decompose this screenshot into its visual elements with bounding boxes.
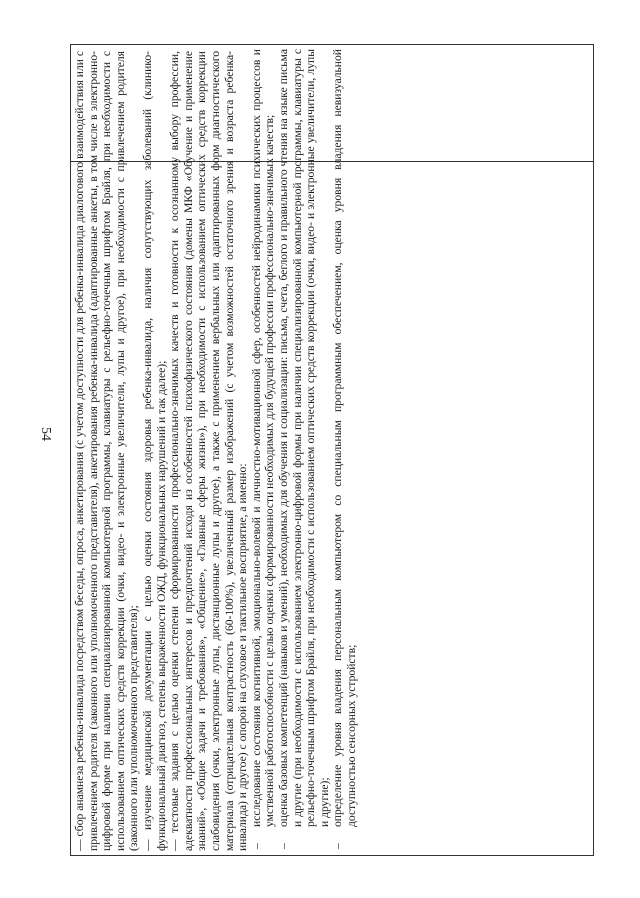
- paragraph-anamnesis: — сбор анамнеза ребенка-инвалида посредством беседы, опроса, анкетирования (с учетом доступности для ребенка-инвалида диалогового взаимодействия или с привлечением родителя (законного или уполномоченного представителя), анкетирования ребенка-инвалида (адаптированные анкеты, в том числе в электронно-цифровой форме при наличии специализированной компьютерной программы, клавиатуры с рельефно-точечным шрифтом Брайля, при необходимости с использованием оптических средств коррекции (очки, видео- и электронные увеличители, лупы и другое), при необходимости с привлечением родителя (законного или уполномоченного представителя);: [73, 51, 141, 851]
- list-item: [277, 49, 331, 853]
- list-item-text: оценка базовых компетенций (навыков и умений), необходимых для обучения и социализации: письма, счета, беглого и правильного чтения на языке письма и другие (при необходимости с использованием электронно-цифровой формы при наличии специализированной компьютерной программы, клавиатуры с рельефно-точечным шрифтом Брайля, при необходимости с использованием оптических средств коррекции (очки, видео- и электронные увеличители, лупы и другие);: [276, 49, 331, 827]
- list-item-text: исследование состояния когнитивной, эмоционально-волевой и личностно-мотивационной сфер, особенностей нейродинамики психических процессов и умственной работоспособности с целью оценки сформированности необходимых для будущей профессии профессионально-значимых качеств;: [249, 49, 277, 827]
- list-item: [250, 49, 277, 853]
- page-number: 54: [38, 427, 53, 441]
- list-item-text: определение уровня владения персональным компьютером со специальным программным обеспечением, оценка уровня владения невизуальной доступностью сенсорных устройств;: [331, 49, 358, 827]
- list-dash: –: [331, 843, 345, 849]
- paragraph-medical-documentation: — изучение медицинской документации с целью оценки состояния здоровья ребенка-инвалида, наличия сопутствующих заболеваний (клинико-функциональный диагноз, степень выраженности ОЖД, функциональных нарушений и так далее);: [140, 51, 168, 851]
- list-item: [331, 49, 358, 853]
- paragraph-test-tasks: — тестовые задания с целью оценки степени сформированности профессионально-значимых качеств и готовности к осознанному выбору профессии, адекватности профессиональных интересов и предпочтений исходя из особенностей психофизического состояния (домены МКФ «Обучение и применение знаний», «Общие задачи и требования», «Общение», «Главные сферы жизни»), при необходимости с использованием оптических средств коррекции слабовидения (очки, электронные лупы, дистанционные лупы и другое), а также с применением вербальных или адаптированных форм диагностического материала (отрицательная контрастность (60-100%), увеличенный размер изображений (с учетом возможностей остаточного зрения и возраста ребенка-инвалида) и другое) с опорой на слуховое и тактильное восприятие, а именно:: [168, 51, 250, 851]
- list-dash: –: [276, 843, 290, 849]
- cell-text-block: [73, 49, 593, 853]
- list-dash: –: [249, 843, 263, 849]
